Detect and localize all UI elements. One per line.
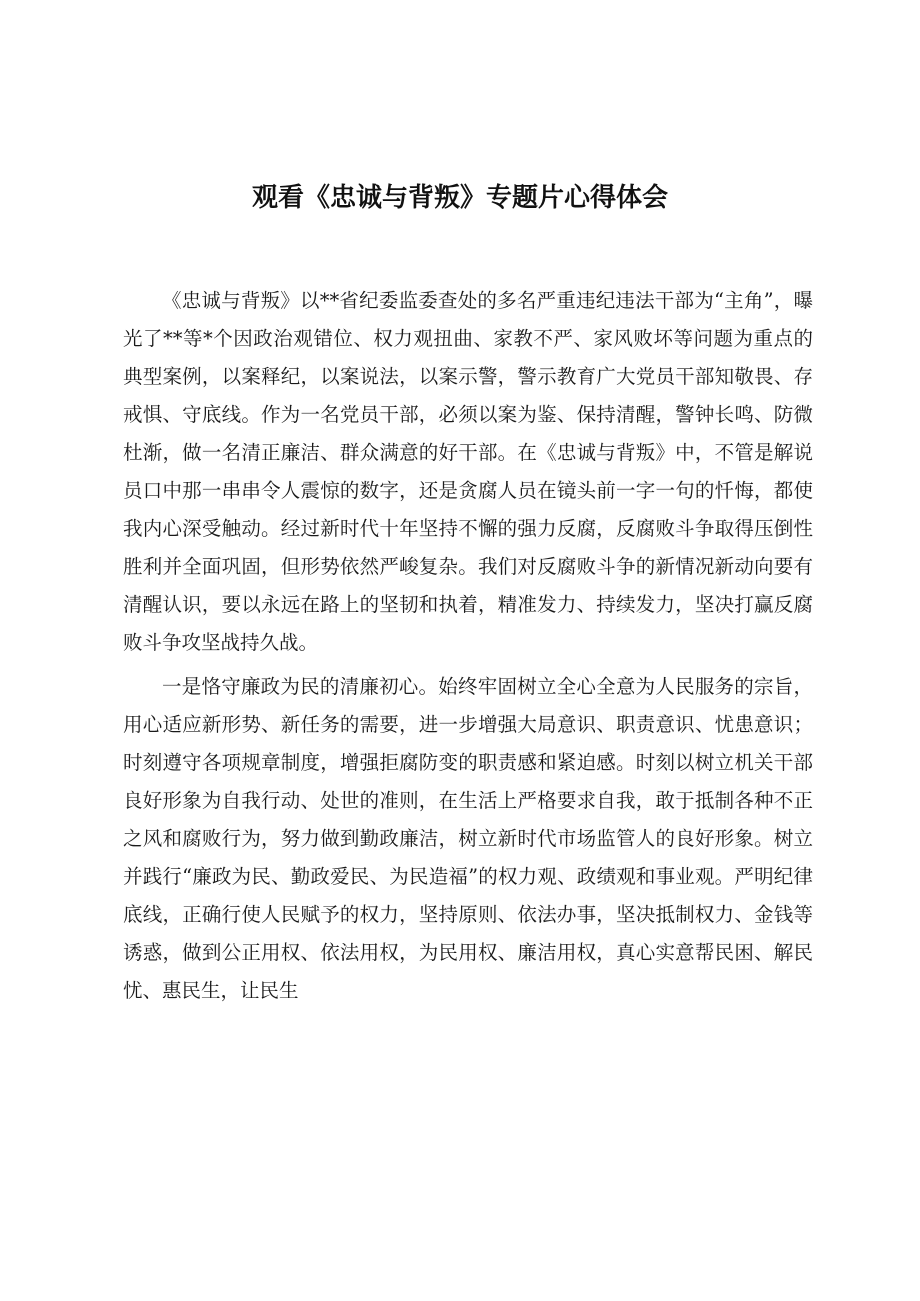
document-title: 观看《忠诚与背叛》专题片心得体会 (251, 183, 668, 213)
paragraph-intro: 《忠诚与背叛》以**省纪委监委查处的多名严重违纪违法干部为“主角”，曝光了**等*个因政治观错位、权力观扭曲、家教不严、家风败坏等问题为重点的典型案例，以案释纪，以案说法，以案示警，警示教育广大党员干部知敬畏、存戒惧、守底线。作为一名党员干部，必须以案为鉴、保持清醒，警钟长鸣、防微杜渐，做一名清正廉洁、群众满意的好干部。在《忠诚与背叛》中，不管是解说员口中那一串串令人震惊的数字，还是贪腐人员在镜头前一字一句的忏悔，都使我内心深受触动。经过新时代十年坚持不懈的强力反腐，反腐败斗争取得压倒性胜利并全面巩固，但形势依然严峻复杂。我们对反腐败斗争的新情况新动向要有清醒认识，要以永远在路上的坚韧和执着，精准发力、持续发力，坚决打赢反腐败斗争攻坚战持久战。 (123, 289, 813, 654)
paragraph-point-one: 一是恪守廉政为民的清廉初心。始终牢固树立全心全意为人民服务的宗旨，用心适应新形势、新任务的需要，进一步增强大局意识、职责意识、忧患意识；时刻遵守各项规章制度，增强拒腐防变的职责感和紧迫感。时刻以树立机关干部良好形象为自我行动、处世的准则，在生活上严格要求自我，敢于抵制各种不正之风和腐败行为，努力做到勤政廉洁，树立新时代市场监管人的良好形象。树立并践行“廉政为民、勤政爱民、为民造福”的权力观、政绩观和事业观。严明纪律底线，正确行使人民赋予的权力，坚持原则、依法办事，坚决抵制权力、金钱等诱惑，做到公正用权、依法用权，为民用权、廉洁用权，真心实意帮民困、解民忧、惠民生，让民生 (123, 675, 813, 1002)
document-body (123, 282, 813, 1010)
